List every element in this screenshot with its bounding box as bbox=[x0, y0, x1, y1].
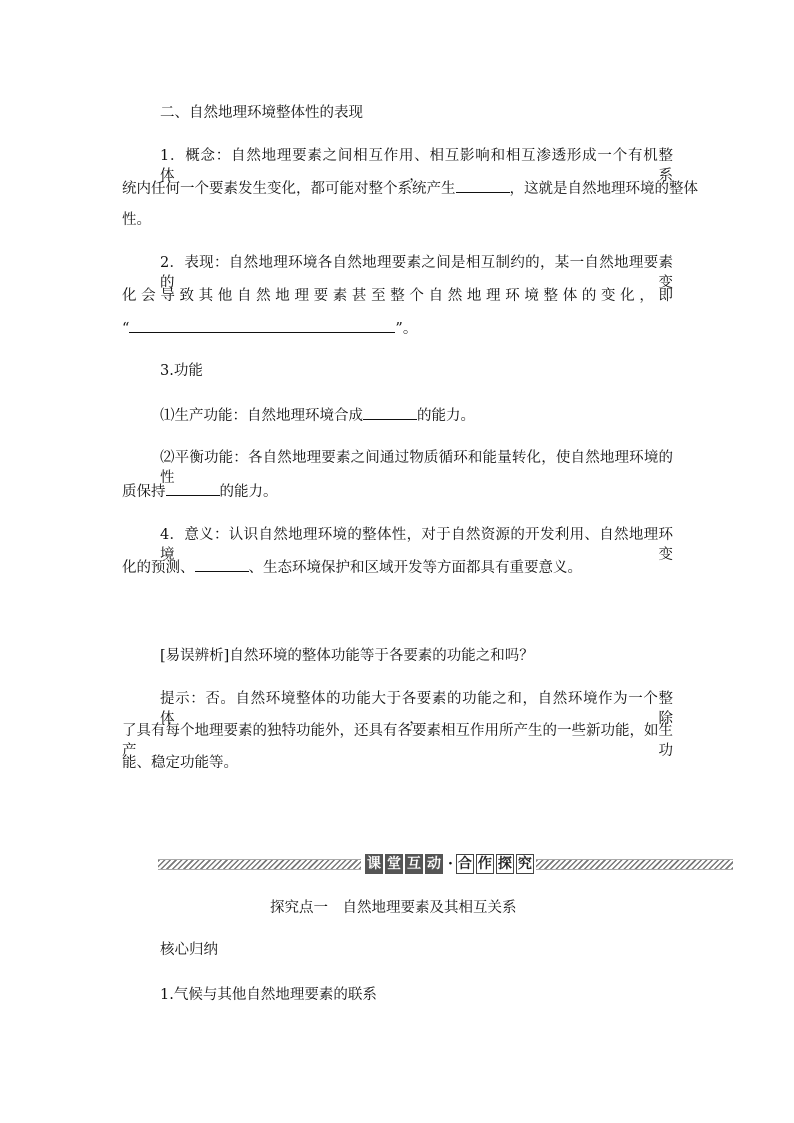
performance-line-2: 化会导致其他自然地理要素甚至整个自然地理环境整体的变化，即 bbox=[122, 288, 673, 304]
significance-line-2 bbox=[122, 557, 582, 578]
concept-line-2-text-a: 统内任何一个要素发生变化，都可能对整个系统产生 bbox=[122, 181, 456, 197]
function-title: 3.功能 bbox=[160, 363, 203, 379]
performance-line-3 bbox=[122, 318, 417, 339]
significance-text-a: 化的预测、 bbox=[122, 560, 195, 576]
banner-stripe-left bbox=[158, 859, 361, 870]
concept-line-2 bbox=[122, 178, 698, 199]
balance-text-b: 的能力。 bbox=[219, 484, 278, 500]
misconception-question: [易误辨析]自然环境的整体功能等于各要素的功能之和吗？ bbox=[160, 648, 534, 664]
banner-char: 互 bbox=[407, 856, 421, 872]
banner-char: 探 bbox=[497, 856, 512, 872]
banner-char: 堂 bbox=[387, 856, 401, 872]
core-summary-heading: 核心归纳 bbox=[160, 942, 218, 958]
banner-char: 合 bbox=[457, 856, 472, 872]
balance-text-a: 质保持 bbox=[122, 484, 166, 500]
concept-line-3: 性。 bbox=[122, 212, 151, 228]
hint-line-1: 提示：否。自然环境整体的功能大于各要素的功能之和，自然环境作为一个整体，除 bbox=[160, 691, 673, 727]
banner-char: 作 bbox=[477, 856, 492, 872]
concept-line-1: 1．概念：自然地理要素之间相互作用、相互影响和相互渗透形成一个有机整体，系 bbox=[160, 148, 673, 184]
significance-text-b: 、生态环境保护和区域开发等方面都具有重要意义。 bbox=[248, 560, 582, 576]
production-text-b: 的能力。 bbox=[417, 408, 475, 424]
fill-blank[interactable] bbox=[166, 481, 220, 496]
close-quote: ”。 bbox=[395, 321, 418, 337]
banner-badge bbox=[365, 853, 536, 875]
hint-line-2: 了具有每个地理要素的独特功能外，还具有各要素相互作用所产生的一些新功能，如生产功 bbox=[122, 723, 673, 759]
performance-line-1: 2．表现：自然地理环境各自然地理要素之间是相互制约的，某一自然地理要素的变 bbox=[160, 255, 673, 291]
fill-blank[interactable] bbox=[129, 318, 395, 333]
inquiry-item-1: 1.气候与其他自然地理要素的联系 bbox=[160, 987, 377, 1003]
balance-function-line-1: ⑵平衡功能：各自然地理要素之间通过物质循环和能量转化，使自然地理环境的性 bbox=[160, 450, 673, 486]
banner-char: 动 bbox=[427, 856, 441, 872]
hint-line-3: 能、稳定功能等。 bbox=[122, 755, 238, 771]
open-quote: “ bbox=[122, 321, 130, 337]
banner-char: 课 bbox=[367, 856, 381, 872]
fill-blank[interactable] bbox=[195, 557, 249, 572]
section-banner bbox=[158, 853, 733, 877]
balance-function-line-2 bbox=[122, 481, 278, 502]
significance-line-1: 4．意义：认识自然地理环境的整体性，对于自然资源的开发利用、自然地理环境变 bbox=[160, 527, 673, 563]
fill-blank[interactable] bbox=[363, 405, 417, 420]
banner-separator: · bbox=[448, 856, 453, 872]
banner-stripe-right bbox=[536, 859, 733, 870]
section-heading: 二、自然地理环境整体性的表现 bbox=[160, 105, 363, 121]
production-function bbox=[160, 405, 475, 426]
concept-line-2-text-b: ，这就是自然地理环境的整体 bbox=[509, 181, 698, 197]
production-text-a: ⑴生产功能：自然地理环境合成 bbox=[160, 408, 363, 424]
fill-blank[interactable] bbox=[456, 178, 510, 193]
banner-char: 究 bbox=[517, 856, 532, 872]
inquiry-title: 探究点一 自然地理要素及其相互关系 bbox=[270, 900, 517, 916]
